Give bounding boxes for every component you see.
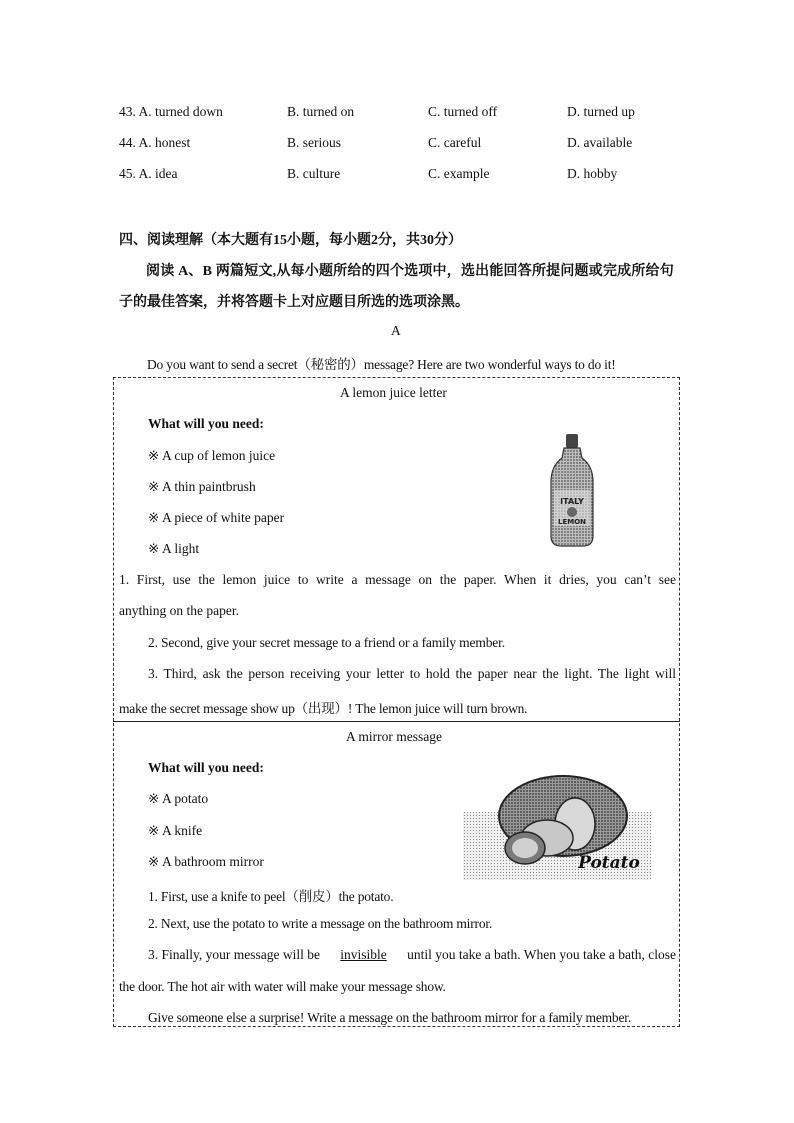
lemon-juice-bottle-illustration: [549, 432, 595, 548]
lemon-step1-line1: 1. First, use the lemon juice to write a message on the paper. When it dries, you can’t see: [119, 572, 676, 587]
option-c: C. turned off: [428, 104, 498, 119]
option-d: D. turned up: [567, 104, 635, 119]
lemon-step2: 2. Second, give your secret message to a friend or a family member.: [148, 635, 505, 650]
instruction-line-2: 子的最佳答案，并将答题卡上对应题目所选的选项涂黑。: [119, 295, 469, 310]
option-b: B. turned on: [287, 104, 355, 119]
option-d: D. available: [567, 135, 633, 150]
mirror-item: ※ A potato: [148, 791, 209, 806]
lemon-step3-line1: 3. Third, ask the person receiving your letter to hold the paper near the light. The light will: [148, 666, 676, 681]
mirror-item: ※ A knife: [148, 823, 203, 838]
potato-illustration: [463, 772, 651, 880]
mirror-item: ※ A bathroom mirror: [148, 854, 264, 869]
option-a: 43. A. turned down: [119, 104, 223, 119]
part-label: A: [391, 323, 401, 338]
lemon-item: ※ A piece of white paper: [148, 510, 285, 525]
step3-post: until you take a bath. When you take a bath, close: [407, 947, 676, 962]
mirror-step3-line1: [148, 947, 676, 963]
option-a: 45. A. idea: [119, 166, 178, 181]
instruction-line-1: 阅读 A、B 两篇短文,从每小题所给的四个选项中，选出能回答所提问题或完成所给句: [146, 264, 674, 279]
mirror-need-heading: What will you need:: [148, 760, 264, 775]
option-c: C. careful: [428, 135, 482, 150]
option-b: B. culture: [287, 166, 341, 181]
lemon-item: ※ A light: [148, 541, 200, 556]
lemon-step1-line2: anything on the paper.: [119, 603, 239, 618]
potato-label: Potato: [578, 853, 640, 873]
section-heading: 四、阅读理解（本大题有15小题，每小题2分，共30分）: [119, 233, 462, 248]
lemon-need-heading: What will you need:: [148, 416, 264, 431]
option-a: 44. A. honest: [119, 135, 191, 150]
mirror-step1: 1. First, use a knife to peel（削皮）the potato.: [148, 889, 394, 904]
bottle-label-bottom: LEMON: [557, 518, 587, 526]
bottle-label-top: ITALY: [560, 497, 584, 506]
box-divider: [113, 721, 680, 722]
option-c: C. example: [428, 166, 490, 181]
mirror-title: A mirror message: [346, 729, 442, 744]
option-b: B. serious: [287, 135, 341, 150]
lemon-title: A lemon juice letter: [340, 385, 447, 400]
lemon-step3-line2: make the secret message show up（出现）! The lemon juice will turn brown.: [119, 701, 528, 716]
lemon-item: ※ A thin paintbrush: [148, 479, 256, 494]
closing-line: Give someone else a surprise! Write a message on the bathroom mirror for a family member.: [148, 1010, 631, 1025]
option-d: D. hobby: [567, 166, 618, 181]
mirror-step2: 2. Next, use the potato to write a message on the bathroom mirror.: [148, 916, 493, 931]
passage-intro: Do you want to send a secret（秘密的）message? Here are two wonderful ways to do it!: [147, 357, 616, 372]
lemon-item: ※ A cup of lemon juice: [148, 448, 276, 463]
mirror-step3-line2: the door. The hot air with water will make your message show.: [119, 979, 446, 994]
step3-pre: 3. Finally, your message will be: [148, 947, 320, 962]
step3-underlined-word: invisible: [340, 947, 387, 962]
